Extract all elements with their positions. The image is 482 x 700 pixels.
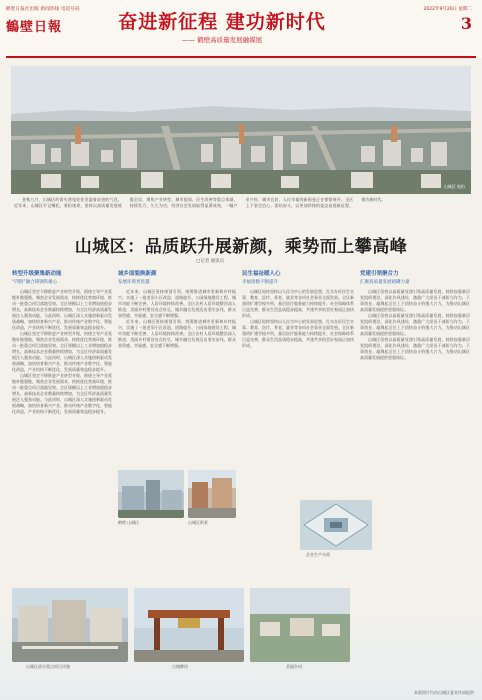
gate-photo-caption: 古城牌坊: [172, 664, 188, 669]
column-1: [12, 268, 112, 586]
section-4-text: 山城区坚持以高质量党建引领高质量发展，持续加强基层党组织建设，深化作风建设，激励广大党员干部担当作为、干事创业，凝聚起全区上下团结奋斗的强大合力，为推动山城区高质量发展提供坚强保证。: [360, 289, 470, 312]
industry-illustration: [118, 470, 184, 518]
column-4: [360, 268, 470, 586]
section-4-head: 党建引领聚合力: [360, 271, 399, 277]
section-2-sub: 发展环境更优越: [118, 280, 150, 285]
page-footer: 本版图片均由山城区委宣传部提供: [414, 690, 474, 695]
street-panorama-caption: 山城区部分重点项目风貌: [26, 664, 70, 669]
section-2-text: 近年来，山城区坚持规划引领，统筹推进城市更新和乡村振兴，实施了一批老旧小区改造、道路提升、公园绿地建设工程，城市功能不断完善，人居环境持续改善。全区农村人居环境整治深入推进，美丽乡村建设亮点纷呈，城乡融合发展迈出坚实步伐，群众获得感、幸福感、安全感不断增强。: [118, 289, 236, 318]
industry-photo: [118, 470, 184, 518]
city-photo-caption: 山城区街景: [188, 520, 208, 525]
section-2-head: 城乡面貌焕新颜: [118, 271, 157, 277]
section-3-sub: 幸福指数不断提升: [242, 280, 278, 285]
aerial-city-illustration: [11, 66, 471, 194]
plant-photo-caption: 企业生产车间: [306, 552, 330, 557]
street-panorama-illustration: [12, 588, 128, 662]
village-photo: [250, 588, 350, 662]
hero-caption: 山城区 航拍: [443, 184, 465, 189]
masthead-right: [424, 6, 472, 33]
section-3-text: 山城区始终坚持以人民为中心的发展思想，扎实办好民生实事，教育、医疗、养老、就业等各项社会事业全面发展。全区新建改扩建学校多所，基层医疗服务能力持续提升，社会保障体系日益完善，群众生活品质稳步提高，共建共享的美好家园正加快形成。: [242, 289, 354, 318]
newspaper-logo: 鶴壁日報: [6, 20, 63, 35]
masthead-topline: 鹤壁日报社出版 新闻热线 电话号码: [6, 7, 80, 12]
village-photo-caption: 美丽乡村: [286, 664, 302, 669]
article-headline: 山城区：品质跃升展新颜，乘势而上攀高峰: [74, 237, 408, 257]
section-4-text-more: 山城区坚持以高质量党建引领高质量发展，持续加强基层党组织建设，深化作风建设，激励广大党员干部担当作为、干事创业，凝聚起全区上下团结奋斗的强大合力，为推动山城区高质量发展提供坚强保证。: [360, 337, 470, 360]
section-4-sub: 汇聚高质量发展磅礴力量: [360, 280, 410, 285]
article-byline: □记者 通讯员: [196, 259, 225, 264]
page-title: 奋进新征程 建功新时代: [118, 11, 326, 33]
section-1-text-cont: 山城区坚定不移推进产业转型升级，围绕主导产业延链补链强链，聚焦企业发展需求，持续优化营商环境，推动一批重点项目落地见效。全区规模以上工业增加值稳步增长，高新技术企业数量持续增加，为全区经济高质量发展注入强劲动能。与此同时，山城区深入实施创新驱动发展战略，加快培育新兴产业，推动传统产业数字化、智能化改造，产业结构不断优化，发展质量效益稳步提升。: [12, 331, 112, 372]
plant-illustration: [300, 500, 372, 550]
section-3-head: 民生福祉暖人心: [242, 271, 281, 277]
street-panorama-photo: [12, 588, 128, 662]
column-2: [118, 268, 236, 586]
masthead-left: [6, 6, 116, 35]
section-1-sub: “四链”融合铸钢铁雄心: [12, 280, 58, 285]
section-2-text-cont: 近年来，山城区坚持规划引领，统筹推进城市更新和乡村振兴，实施了一批老旧小区改造、道路提升、公园绿地建设工程，城市功能不断完善，人居环境持续改善。全区农村人居环境整治深入推进，美丽乡村建设亮点纷呈，城乡融合发展迈出坚实步伐，群众获得感、幸福感、安全感不断增强。: [118, 319, 236, 348]
page-number: 3: [460, 14, 472, 33]
section-1-text: 山城区坚定不移推进产业转型升级，围绕主导产业延链补链强链，聚焦企业发展需求，持续优化营商环境，推动一批重点项目落地见效。全区规模以上工业增加值稳步增长，高新技术企业数量持续增加，为全区经济高质量发展注入强劲动能。与此同时，山城区深入实施创新驱动发展战略，加快培育新兴产业，推动传统产业数字化、智能化改造，产业结构不断优化，发展质量效益稳步提升。: [12, 289, 112, 330]
industry-photo-caption: 鹤壁 山城区: [118, 520, 140, 525]
street-illustration: [188, 470, 236, 518]
intro-paragraph: [14, 197, 469, 229]
section-4-text-cont: 山城区坚持以高质量党建引领高质量发展，持续加强基层党组织建设，深化作风建设，激励广大党员干部担当作为、干事创业，凝聚起全区上下团结奋斗的强大合力，为推动山城区高质量发展提供坚强保证。: [360, 313, 470, 336]
section-3-text-cont: 山城区始终坚持以人民为中心的发展思想，扎实办好民生实事，教育、医疗、养老、就业等各项社会事业全面发展。全区新建改扩建学校多所，基层医疗服务能力持续提升，社会保障体系日益完善，群众生活品质稳步提高，共建共享的美好家园正加快形成。: [242, 319, 354, 348]
intro-text: 金秋九月，山城区的街头巷尾处处洋溢着奋进的气息。近年来，山城区牢记嘱托、勇担使命，坚持以高质量发展统揽全局，聚焦产业转型、城市提质、民生改善等重点领域，持续发力、久久为功，经济社会发展取得显著成效，一幅产业兴旺、城市宜居、人民幸福的新画卷正在徐徐展开。全区上下坚定信心、团结奋斗，以更加昂扬的姿态奋进新征程、建功新时代。: [14, 197, 386, 208]
masthead: [0, 0, 482, 58]
gate-photo: [134, 588, 244, 662]
masthead-rule: [6, 56, 476, 58]
gate-illustration: [134, 588, 244, 662]
plant-photo: [300, 500, 372, 550]
city-street-photo: [188, 470, 236, 518]
hero-aerial-photo: [11, 66, 471, 194]
page-subtitle: —— 鹤壁高质量发展融媒展: [182, 36, 263, 44]
masthead-banner: [112, 7, 332, 51]
issue-date: 2022年9月20日 星期二: [423, 7, 472, 12]
section-1-text-more: 山城区坚定不移推进产业转型升级，围绕主导产业延链补链强链，聚焦企业发展需求，持续优化营商环境，推动一批重点项目落地见效。全区规模以上工业增加值稳步增长，高新技术企业数量持续增加，为全区经济高质量发展注入强劲动能。与此同时，山城区深入实施创新驱动发展战略，加快培育新兴产业，推动传统产业数字化、智能化改造，产业结构不断优化，发展质量效益稳步提升。: [12, 373, 112, 414]
section-1-head: 转型升级聚集新动能: [12, 271, 62, 277]
village-illustration: [250, 588, 350, 662]
